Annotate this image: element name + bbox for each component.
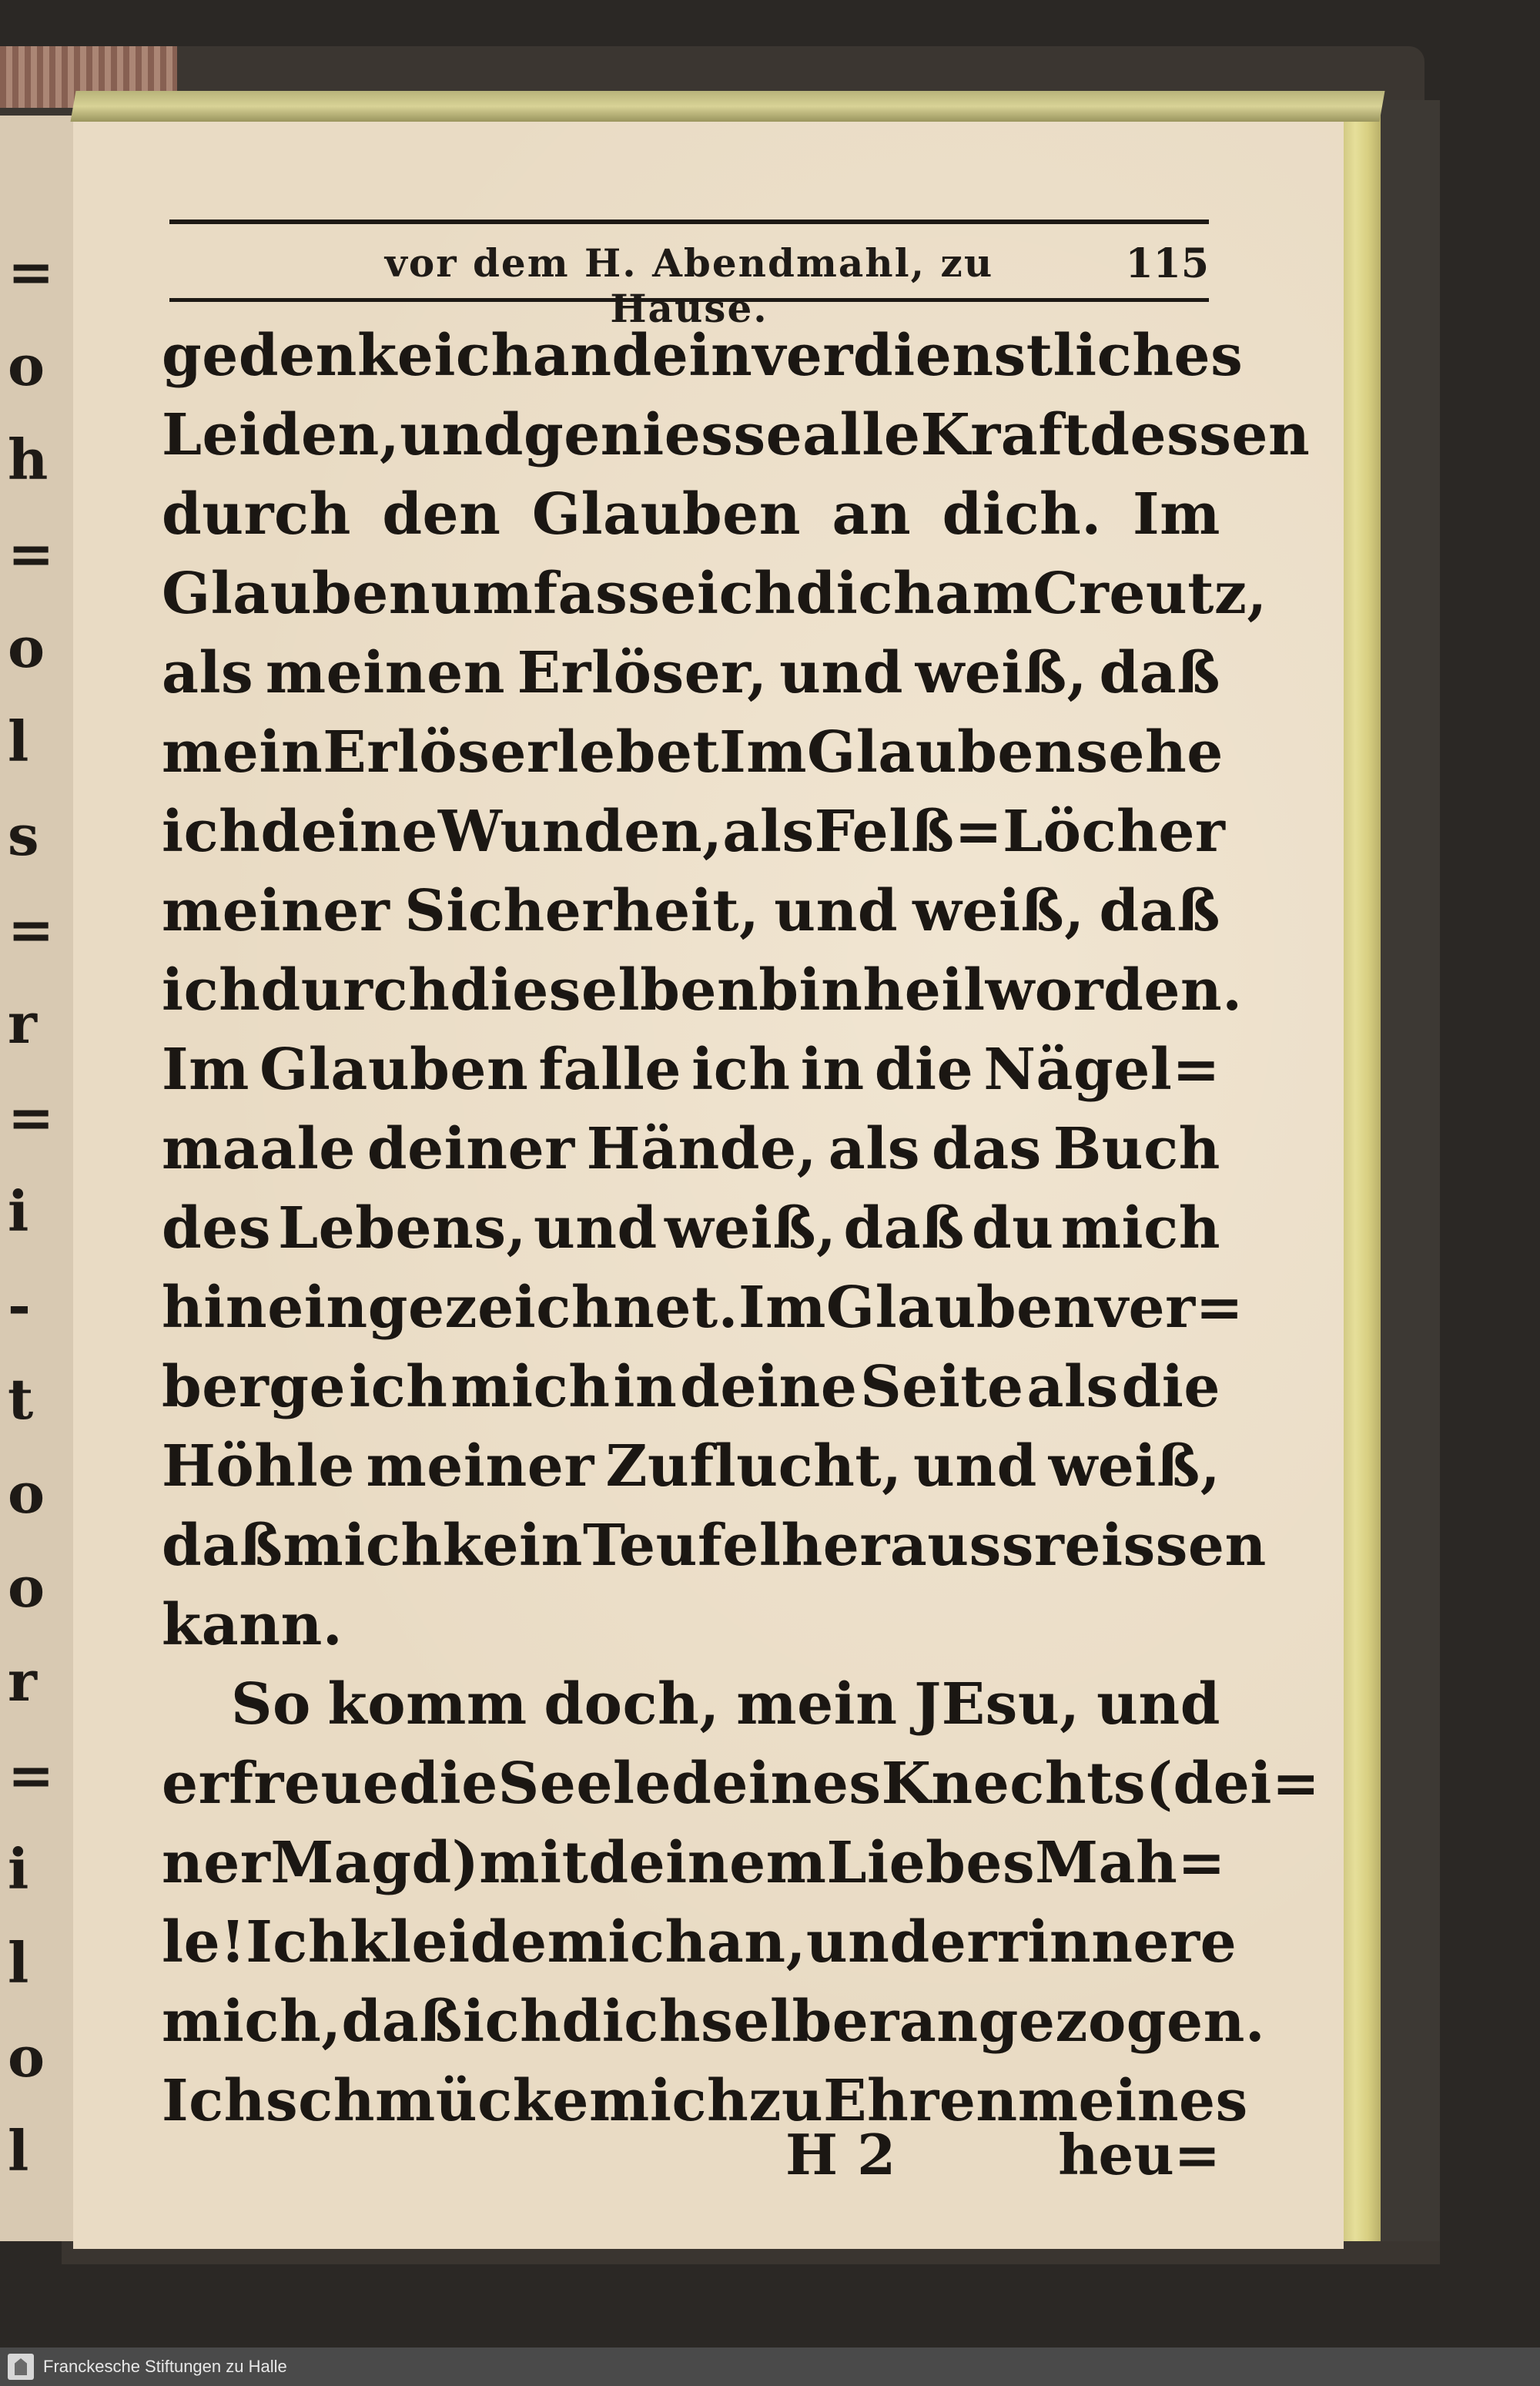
signature-mark: H 2 bbox=[785, 2122, 896, 2187]
left-page-fragment: r bbox=[8, 990, 37, 1056]
word: Glauben bbox=[825, 1274, 1096, 1341]
word: ich bbox=[162, 798, 261, 865]
word: durch bbox=[260, 957, 450, 1024]
left-page-fragment: o bbox=[8, 333, 45, 398]
word: erfreue bbox=[162, 1750, 400, 1817]
left-page-fragment: o bbox=[8, 615, 45, 680]
text-line bbox=[162, 712, 1224, 792]
word: meiner bbox=[366, 1433, 594, 1500]
word: doch, bbox=[544, 1671, 720, 1738]
word: Glauben bbox=[162, 560, 431, 627]
text-line bbox=[162, 871, 1220, 950]
word: und bbox=[805, 1908, 930, 1975]
word: gedenke bbox=[162, 322, 434, 389]
word: heraussreissen bbox=[781, 1512, 1267, 1579]
text-line bbox=[162, 1823, 1226, 1902]
word: mich bbox=[589, 2067, 749, 2134]
book-cover-right bbox=[1371, 100, 1440, 2257]
word: und bbox=[533, 1195, 658, 1262]
word: kein bbox=[442, 1512, 583, 1579]
word: und bbox=[1096, 1671, 1220, 1738]
word: dich bbox=[561, 1988, 701, 2055]
word: Wunden, bbox=[437, 798, 723, 865]
word: zu bbox=[748, 2067, 824, 2134]
word: mein bbox=[736, 1671, 898, 1738]
left-page-fragment: = bbox=[8, 521, 55, 586]
word: und bbox=[400, 401, 524, 468]
word: Creutz, bbox=[1033, 560, 1267, 627]
word: deiner bbox=[367, 1115, 575, 1182]
gilt-page-edge-top bbox=[70, 91, 1384, 122]
word: ich bbox=[691, 1036, 791, 1103]
word: ich bbox=[348, 1353, 448, 1420]
word: JEsu, bbox=[914, 1671, 1080, 1738]
credit-text: Franckesche Stiftungen zu Halle bbox=[43, 2357, 287, 2376]
word: So bbox=[231, 1671, 311, 1738]
left-page-fragment: l bbox=[8, 709, 29, 774]
word: schmücke bbox=[265, 2067, 590, 2134]
word: ich bbox=[434, 322, 533, 389]
word: Hände, bbox=[586, 1115, 817, 1182]
left-page-fragment: i bbox=[8, 1178, 29, 1244]
word: ich bbox=[462, 1988, 562, 2055]
word: Glauben bbox=[531, 481, 802, 548]
word: daß bbox=[843, 1195, 965, 1262]
word: Glauben bbox=[807, 719, 1076, 786]
text-line bbox=[162, 1188, 1220, 1268]
word: falle bbox=[538, 1036, 681, 1103]
word: daß bbox=[1099, 639, 1220, 706]
word: daß bbox=[162, 1512, 283, 1579]
word: Ich bbox=[246, 1908, 350, 1975]
credit-bar bbox=[0, 2347, 1540, 2386]
left-page-fragment: l bbox=[8, 2118, 29, 2183]
word: Ich bbox=[162, 2067, 266, 2134]
text-line bbox=[162, 1030, 1220, 1109]
word: deinem bbox=[588, 1829, 827, 1896]
word: Erlöser bbox=[323, 719, 557, 786]
word: in bbox=[613, 1353, 678, 1420]
word: die bbox=[874, 1036, 974, 1103]
word: und bbox=[779, 639, 903, 706]
word: errinnere bbox=[929, 1908, 1237, 1975]
left-page-edge bbox=[0, 116, 75, 2241]
text-line bbox=[162, 316, 1244, 395]
word: Erlöser, bbox=[517, 639, 768, 706]
word: und bbox=[774, 877, 899, 944]
word: meines bbox=[1017, 2067, 1248, 2134]
word: mit bbox=[479, 1829, 589, 1896]
word: hinein bbox=[162, 1274, 368, 1341]
word: mich bbox=[1060, 1195, 1220, 1262]
word: ich bbox=[696, 560, 796, 627]
word: Leiden, bbox=[162, 401, 400, 468]
word: die bbox=[1121, 1353, 1220, 1420]
word: ner bbox=[162, 1829, 271, 1896]
word: deine bbox=[680, 1353, 858, 1420]
left-page-fragment: = bbox=[8, 1084, 55, 1150]
word: deine bbox=[260, 798, 438, 865]
word: meinen bbox=[265, 639, 505, 706]
left-page-fragment: = bbox=[8, 896, 55, 962]
word: den bbox=[382, 481, 501, 548]
running-head-title: vor dem H. Abendmahl, zu Hause. bbox=[384, 240, 994, 331]
word: maale bbox=[162, 1115, 356, 1182]
word: an bbox=[832, 481, 912, 548]
word: angezogen. bbox=[899, 1988, 1266, 2055]
word: mich bbox=[547, 1908, 707, 1975]
text-line bbox=[162, 1982, 1266, 2061]
word: alle bbox=[802, 401, 921, 468]
word: das bbox=[931, 1115, 1042, 1182]
word: Nägel= bbox=[983, 1036, 1220, 1103]
word: berge bbox=[162, 1353, 346, 1420]
word: die bbox=[399, 1750, 498, 1817]
word: kann. bbox=[162, 1591, 343, 1658]
word: weiß, bbox=[912, 877, 1085, 944]
word: Ehren bbox=[823, 2067, 1018, 2134]
word: verdienstliches bbox=[752, 322, 1244, 389]
text-line bbox=[162, 1744, 1321, 1823]
page-number: 115 bbox=[1125, 240, 1209, 287]
word: Knechts bbox=[881, 1750, 1146, 1817]
word: Lebens, bbox=[278, 1195, 527, 1262]
word: Buch bbox=[1053, 1115, 1220, 1182]
word: le! bbox=[162, 1908, 246, 1975]
word: ver= bbox=[1095, 1274, 1244, 1341]
word: dich bbox=[795, 560, 936, 627]
word: Felß bbox=[814, 798, 955, 865]
word: Glauben bbox=[259, 1036, 529, 1103]
text-line bbox=[162, 1902, 1237, 1982]
word: Kraft bbox=[920, 401, 1090, 468]
text-line bbox=[162, 1664, 1220, 1744]
word: ich bbox=[162, 957, 261, 1024]
word: in bbox=[800, 1036, 865, 1103]
left-page-fragment: - bbox=[8, 1272, 31, 1338]
left-page-fragment: = bbox=[8, 239, 55, 304]
body-text bbox=[162, 316, 1321, 2140]
word: an, bbox=[706, 1908, 806, 1975]
word: komm bbox=[327, 1671, 527, 1738]
word: Magd) bbox=[270, 1829, 480, 1896]
word: als bbox=[722, 798, 815, 865]
word: heil bbox=[862, 957, 986, 1024]
word: gezeichnet. bbox=[367, 1274, 738, 1341]
word: mich bbox=[450, 1353, 611, 1420]
text-line bbox=[162, 554, 1267, 633]
word: kleide bbox=[350, 1908, 547, 1975]
page-footer bbox=[162, 2122, 1220, 2191]
word: weiß, bbox=[915, 639, 1087, 706]
word: Im bbox=[738, 1274, 826, 1341]
word: Teufel bbox=[582, 1512, 782, 1579]
left-page-fragment: = bbox=[8, 1742, 55, 1808]
text-line bbox=[162, 633, 1220, 712]
left-page-fragment: s bbox=[8, 803, 39, 868]
word: des bbox=[162, 1195, 271, 1262]
catchword: heu= bbox=[1058, 2122, 1220, 2187]
top-rule bbox=[169, 219, 1209, 224]
text-line bbox=[162, 950, 1243, 1030]
word: Zuflucht, bbox=[605, 1433, 902, 1500]
text-line bbox=[162, 1585, 1220, 1664]
running-head bbox=[169, 240, 1209, 331]
word: als bbox=[828, 1115, 921, 1182]
gilt-page-edge-right bbox=[1338, 108, 1381, 2241]
word: (dei= bbox=[1145, 1750, 1321, 1817]
left-page-fragment: o bbox=[8, 2024, 45, 2089]
word: dieselben bbox=[450, 957, 759, 1024]
word: meiner bbox=[162, 877, 390, 944]
word: weiß, bbox=[664, 1195, 837, 1262]
text-line bbox=[162, 1109, 1220, 1188]
word: Seite bbox=[860, 1353, 1024, 1420]
head-rule bbox=[169, 298, 1209, 302]
word: und bbox=[913, 1433, 1037, 1500]
word: weiß, bbox=[1048, 1433, 1220, 1500]
word: am bbox=[935, 560, 1033, 627]
text-line bbox=[162, 792, 1226, 871]
word: dein bbox=[611, 322, 753, 389]
left-page-fragment: t bbox=[8, 1366, 34, 1432]
word: lebet bbox=[557, 719, 720, 786]
word: selber bbox=[701, 1988, 899, 2055]
word: Löcher bbox=[1003, 798, 1226, 865]
word: an bbox=[532, 322, 612, 389]
text-line bbox=[162, 1268, 1244, 1347]
text-line bbox=[162, 1426, 1220, 1506]
left-page-fragment: h bbox=[8, 427, 49, 492]
word: du bbox=[972, 1195, 1054, 1262]
word: mein bbox=[162, 719, 323, 786]
word: umfasse bbox=[430, 560, 697, 627]
word: Mah= bbox=[1035, 1829, 1226, 1896]
word: Seele bbox=[497, 1750, 672, 1817]
left-page-fragment: o bbox=[8, 1460, 45, 1526]
word: Im bbox=[1133, 481, 1220, 548]
text-line bbox=[162, 395, 1311, 474]
word: geniesse bbox=[523, 401, 803, 468]
text-line bbox=[162, 474, 1220, 554]
word: dich. bbox=[942, 481, 1102, 548]
word: Im bbox=[719, 719, 808, 786]
left-page-fragment: i bbox=[8, 1836, 29, 1902]
word: Höhle bbox=[162, 1433, 355, 1500]
left-page-fragment: r bbox=[8, 1648, 37, 1714]
text-line bbox=[162, 1347, 1220, 1426]
word: sehe bbox=[1076, 719, 1224, 786]
word: daß bbox=[1099, 877, 1220, 944]
word: als bbox=[162, 639, 254, 706]
word: = bbox=[954, 798, 1003, 865]
left-page-fragment: l bbox=[8, 1930, 29, 1996]
text-line bbox=[162, 1506, 1267, 1585]
word: worden. bbox=[985, 957, 1243, 1024]
word: Im bbox=[162, 1036, 249, 1103]
word: durch bbox=[162, 481, 351, 548]
word: als bbox=[1026, 1353, 1119, 1420]
word: mich, bbox=[162, 1988, 342, 2055]
word: dessen bbox=[1090, 401, 1311, 468]
word: daß bbox=[341, 1988, 463, 2055]
word: deines bbox=[671, 1750, 882, 1817]
word: bin bbox=[758, 957, 863, 1024]
left-page-fragment: o bbox=[8, 1554, 45, 1620]
word: mich bbox=[283, 1512, 443, 1579]
institution-logo-icon bbox=[8, 2354, 34, 2380]
word: Liebes bbox=[826, 1829, 1036, 1896]
word: Sicherheit, bbox=[404, 877, 760, 944]
